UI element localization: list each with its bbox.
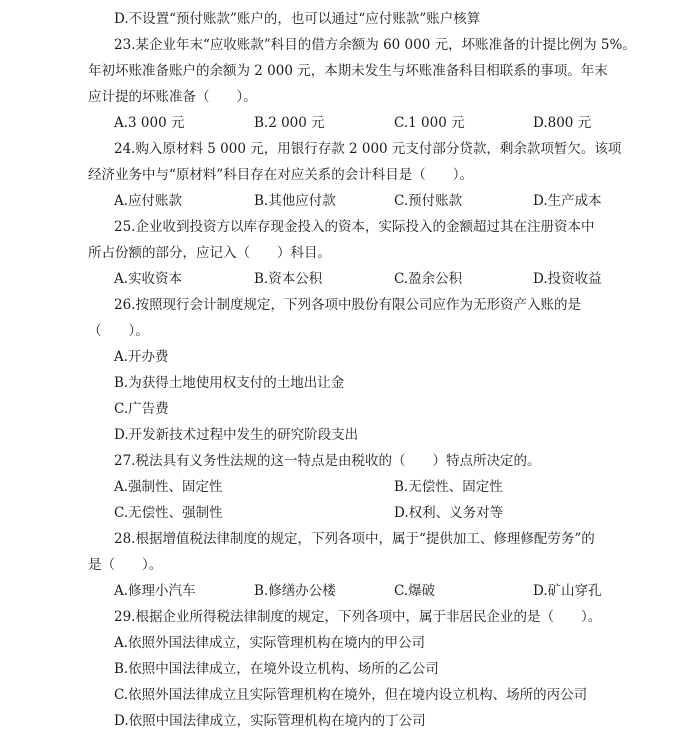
q23-option-c: C.1 000 元 [394,115,465,131]
q24-option-b: B.其他应付款 [254,193,336,209]
q23-option-a: A.3 000 元 [114,115,185,131]
q26-option-a: A.开办费 [114,349,169,365]
q29-option-d: D.依照中国法律成立，实际管理机构在境内的丁公司 [114,713,426,729]
q28-option-c: C.爆破 [394,583,436,599]
q28-stem-line1: 28.根据增值税法律制度的规定，下列各项中，属于“提供加工、修理修配劳务”的 [114,531,595,547]
q25-option-b: B.资本公积 [254,271,323,287]
q27-option-a: A.强制性、固定性 [114,479,223,495]
q24-option-d: D.生产成本 [533,193,602,209]
q28-option-a: A.修理小汽车 [114,583,196,599]
q27-option-b: B.无偿性、固定性 [394,479,503,495]
q23-stem-line1: 23.某企业年末“应收账款”科目的借方余额为 60 000 元，坏账准备的计提比例为 5%。 [114,37,636,53]
q29-stem: 29.根据企业所得税法律制度的规定，下列各项中，属于非居民企业的是（ ）。 [114,609,602,625]
q28-option-b: B.修缮办公楼 [254,583,336,599]
q24-stem-line1: 24.购入原材料 5 000 元，用银行存款 2 000 元支付部分贷款，剩余款项暂欠。该项 [114,141,622,157]
q29-option-c: C.依照外国法律成立且实际管理机构在境外，但在境内设立机构、场所的丙公司 [114,687,588,703]
q27-option-d: D.权利、义务对等 [394,505,504,521]
q25-option-c: C.盈余公积 [394,271,463,287]
q24-option-c: C.预付账款 [394,193,463,209]
q26-option-b: B.为获得土地使用权支付的土地出让金 [114,375,345,391]
q29-option-b: B.依照中国法律成立，在境外设立机构、场所的乙公司 [114,661,439,677]
q28-stem-line2: 是（ ）。 [88,557,163,573]
q23-option-d: D.800 元 [533,115,592,131]
q23-option-b: B.2 000 元 [254,115,325,131]
q25-stem-line2: 所占份额的部分，应记入（ ）科目。 [88,245,331,261]
q25-option-d: D.投资收益 [533,271,602,287]
q29-option-a: A.依照外国法律成立，实际管理机构在境内的甲公司 [114,635,426,651]
q24-stem-line2: 经济业务中与“原材料”科目存在对应关系的会计科目是（ ）。 [88,167,474,183]
q26-option-d: D.开发新技术过程中发生的研究阶段支出 [114,427,359,443]
q23-stem-line2: 年初坏账准备账户的余额为 2 000 元，本期未发生与坏账准备科目相联系的事项。年末 [88,63,608,79]
q27-option-c: C.无偿性、强制性 [114,505,223,521]
q26-option-c: C.广告费 [114,401,169,417]
q23-stem-line3: 应计提的坏账准备（ ）。 [88,89,257,105]
q25-stem-line1: 25.企业收到投资方以库存现金投入的资本，实际投入的金额超过其在注册资本中 [114,219,595,235]
q22-option-d: D.不设置“预付账款”账户的，也可以通过“应付账款”账户核算 [114,11,481,27]
q27-stem: 27.税法具有义务性法规的这一特点是由税收的（ ）特点所决定的。 [114,453,541,469]
q26-stem-line1: 26.按照现行会计制度规定，下列各项中股份有限公司应作为无形资产入账的是 [114,297,581,313]
q24-option-a: A.应付账款 [114,193,183,209]
q25-option-a: A.实收资本 [114,271,183,287]
q28-option-d: D.矿山穿孔 [533,583,602,599]
q26-stem-line2: （ ）。 [88,323,149,339]
